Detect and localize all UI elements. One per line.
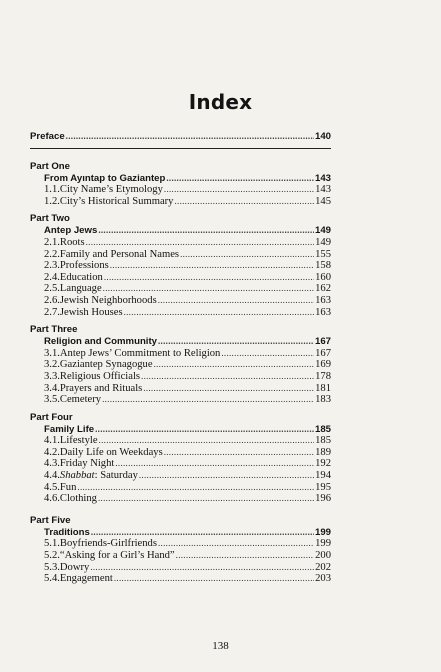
dot-leader bbox=[158, 336, 314, 348]
toc-entry-title: 2.1.Roots bbox=[44, 236, 85, 248]
toc-entry-title: 2.5.Language bbox=[44, 283, 102, 295]
toc-part bbox=[30, 412, 331, 505]
toc-entry-page: 143 bbox=[314, 172, 331, 184]
toc-entry-title: 3.4.Prayers and Rituals bbox=[44, 382, 143, 394]
toc-entry bbox=[30, 383, 331, 395]
part-label: Part Two bbox=[30, 213, 70, 225]
toc-entry bbox=[30, 272, 331, 284]
toc-entry-page: 162 bbox=[315, 283, 331, 295]
dot-leader bbox=[104, 272, 314, 284]
toc-part bbox=[30, 213, 331, 318]
entry-suffix: : Saturday bbox=[94, 470, 138, 482]
toc-entry-title: 3.3.Religious Officials bbox=[44, 370, 141, 382]
toc-entry bbox=[30, 562, 331, 574]
toc-entry-page: 163 bbox=[315, 306, 331, 318]
toc-entry-title: 5.2.“Asking for a Girl’s Hand” bbox=[44, 550, 175, 562]
toc-entry-title: 5.4.Engagement bbox=[44, 573, 113, 585]
toc-entry-page: 183 bbox=[315, 394, 331, 406]
toc-entry-page: 145 bbox=[315, 195, 331, 207]
toc-entry-title: 4.3.Friday Night bbox=[44, 458, 115, 470]
toc-chapter bbox=[30, 173, 331, 185]
toc-entry-page: 194 bbox=[315, 470, 331, 482]
toc-entry bbox=[30, 447, 331, 459]
toc-entry bbox=[30, 249, 331, 261]
part-label: Part One bbox=[30, 160, 70, 172]
toc-part bbox=[30, 324, 331, 406]
toc-entry-page: 178 bbox=[315, 370, 331, 382]
toc-entry-page: 202 bbox=[315, 561, 331, 573]
toc-entry-title: From Ayıntap to Gaziantep bbox=[44, 172, 166, 184]
dot-leader bbox=[158, 538, 314, 550]
toc-entry-page: 203 bbox=[315, 573, 331, 585]
toc-entry-title: 2.2.Family and Personal Names bbox=[44, 248, 180, 260]
dot-leader bbox=[114, 573, 314, 585]
toc-entry-page: 167 bbox=[315, 347, 331, 359]
toc-part bbox=[30, 515, 331, 585]
toc-entry-title: Traditions bbox=[44, 526, 90, 538]
table-of-contents bbox=[30, 131, 331, 585]
part-label: Part Four bbox=[30, 411, 73, 423]
dot-leader bbox=[77, 482, 314, 494]
toc-chapter bbox=[30, 225, 331, 237]
dot-leader bbox=[158, 295, 314, 307]
toc-entry-page: 169 bbox=[315, 359, 331, 371]
toc-entry-page: 163 bbox=[315, 294, 331, 306]
toc-entry-title: 4.1.Lifestyle bbox=[44, 435, 98, 447]
toc-entry-title: 4.6.Clothing bbox=[44, 493, 97, 505]
toc-entry-title: 5.1.Boyfriends-Girlfriends bbox=[44, 538, 157, 550]
toc-entry-title: Religion and Community bbox=[44, 336, 157, 348]
toc-entry-page: 185 bbox=[314, 423, 331, 435]
dot-leader bbox=[141, 371, 314, 383]
toc-entry-title: 2.3.Professions bbox=[44, 260, 109, 272]
dot-leader bbox=[95, 424, 314, 436]
toc-entry-title: 3.1.Antep Jews’ Commitment to Religion bbox=[44, 347, 221, 359]
dot-leader bbox=[164, 447, 314, 459]
dot-leader bbox=[164, 184, 314, 196]
toc-entry-page: 143 bbox=[315, 184, 331, 196]
dot-leader bbox=[99, 435, 315, 447]
dot-leader bbox=[139, 470, 314, 482]
toc-entry bbox=[30, 371, 331, 383]
toc-entry bbox=[30, 307, 331, 319]
toc-entry bbox=[30, 237, 331, 249]
dot-leader bbox=[86, 237, 314, 249]
toc-chapter bbox=[30, 336, 331, 348]
toc-entry bbox=[30, 359, 331, 371]
toc-chapter bbox=[30, 527, 331, 539]
toc-entry-title: 1.1.City Name’s Etymology bbox=[44, 184, 163, 196]
dot-leader bbox=[176, 550, 314, 562]
entry-prefix: 4.4. bbox=[44, 470, 60, 482]
toc-entry-page: 192 bbox=[315, 458, 331, 470]
entry-italic: Shabbat bbox=[59, 470, 95, 482]
toc-entry bbox=[30, 260, 331, 272]
toc-entry bbox=[30, 458, 331, 470]
toc-entry-title: 3.2.Gaziantep Synagogue bbox=[44, 359, 153, 371]
toc-entry-page: 160 bbox=[315, 271, 331, 283]
toc-entry-page: 185 bbox=[315, 435, 331, 447]
toc-entry-page: 196 bbox=[315, 493, 331, 505]
toc-entry-preface bbox=[30, 131, 331, 143]
toc-part bbox=[30, 161, 331, 208]
toc-entry bbox=[30, 493, 331, 505]
toc-chapter bbox=[30, 424, 331, 436]
toc-entry-title: 2.6.Jewish Neighborhoods bbox=[44, 294, 157, 306]
toc-entry-title: 1.2.City’s Historical Summary bbox=[44, 195, 174, 207]
dot-leader bbox=[174, 196, 314, 208]
toc-entry bbox=[30, 435, 331, 447]
page-title: Index bbox=[188, 90, 253, 114]
toc-entry-page: 149 bbox=[314, 225, 331, 237]
toc-entry-title: 4.2.Daily Life on Weekdays bbox=[44, 446, 163, 458]
toc-entry-page: 140 bbox=[314, 131, 331, 142]
toc-entry bbox=[30, 538, 331, 550]
dot-leader bbox=[124, 307, 315, 319]
toc-entry bbox=[30, 470, 331, 482]
dot-leader bbox=[180, 249, 314, 261]
toc-entry-page: 200 bbox=[315, 550, 331, 562]
toc-entry-title: 2.7.Jewish Houses bbox=[44, 306, 123, 318]
dot-leader bbox=[103, 283, 314, 295]
toc-entry-title: 3.5.Cemetery bbox=[44, 394, 102, 406]
dot-leader bbox=[102, 394, 314, 406]
toc-entry-page: 199 bbox=[314, 526, 331, 538]
dot-leader bbox=[98, 225, 314, 237]
section-divider bbox=[30, 148, 331, 149]
part-label: Part Five bbox=[30, 514, 71, 526]
toc-entry-page: 167 bbox=[314, 336, 331, 348]
dot-leader bbox=[98, 493, 314, 505]
toc-entry bbox=[30, 550, 331, 562]
toc-entry-page: 195 bbox=[315, 481, 331, 493]
dot-leader bbox=[91, 527, 314, 539]
toc-entry bbox=[30, 283, 331, 295]
toc-entry-page: 149 bbox=[315, 236, 331, 248]
toc-entry-page: 199 bbox=[315, 538, 331, 550]
dot-leader bbox=[154, 359, 315, 371]
dot-leader bbox=[166, 173, 314, 185]
toc-entry-title: Preface bbox=[30, 131, 65, 142]
toc-entry bbox=[30, 196, 331, 208]
dot-leader bbox=[143, 383, 314, 395]
toc-entry bbox=[30, 348, 331, 360]
toc-entry-title: Family Life bbox=[44, 423, 95, 435]
toc-entry bbox=[30, 295, 331, 307]
toc-entry bbox=[30, 482, 331, 494]
toc-entry-title bbox=[44, 470, 138, 482]
toc-entry-page: 189 bbox=[315, 446, 331, 458]
dot-leader bbox=[221, 348, 314, 360]
part-label: Part Three bbox=[30, 324, 78, 336]
toc-entry-title: 2.4.Education bbox=[44, 271, 103, 283]
toc-entry-title: 4.5.Fun bbox=[44, 481, 77, 493]
page-number: 138 bbox=[212, 640, 229, 652]
dot-leader bbox=[110, 260, 314, 272]
dot-leader bbox=[115, 458, 314, 470]
toc-entry-page: 158 bbox=[315, 260, 331, 272]
toc-entry-title: 5.3.Dowry bbox=[44, 561, 90, 573]
dot-leader bbox=[90, 562, 314, 574]
dot-leader bbox=[66, 131, 314, 143]
toc-entry-page: 181 bbox=[315, 382, 331, 394]
toc-entry-page: 155 bbox=[315, 248, 331, 260]
toc-entry bbox=[30, 184, 331, 196]
toc-entry bbox=[30, 573, 331, 585]
toc-entry-title: Antep Jews bbox=[44, 225, 98, 237]
toc-entry bbox=[30, 394, 331, 406]
